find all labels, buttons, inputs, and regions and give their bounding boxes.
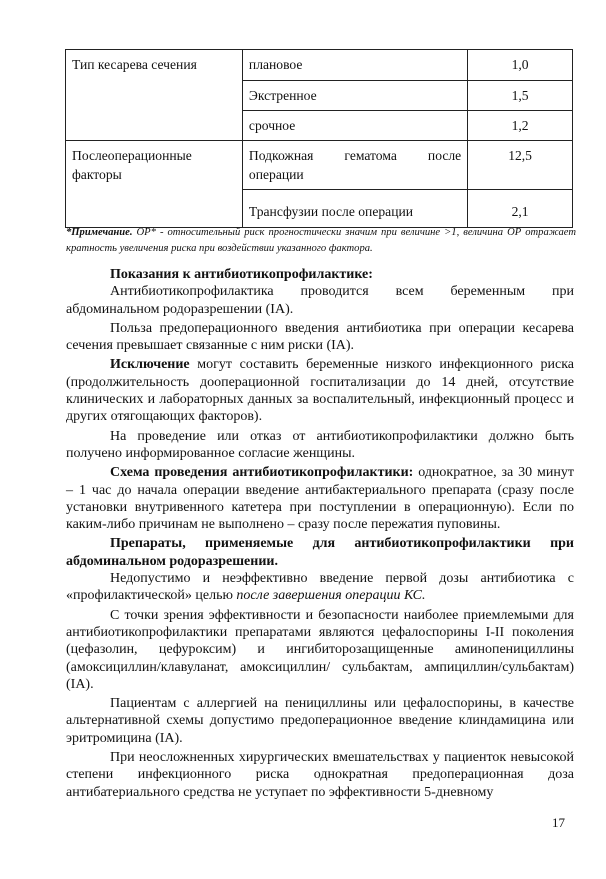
table-cell-item: плановое: [242, 50, 467, 81]
paragraph-bold-lead: Схема проведения антибиотикопрофилактики:: [110, 465, 414, 481]
table-cell-value: 12,5: [468, 141, 573, 190]
paragraph: Пациентам с аллергией на пенициллины или цефалоспорины, в качестве альтернативной схемы допустимо предоперационное введение клиндамицина или эритромицина (IA).: [66, 696, 574, 746]
paragraph-text: однократное, за 30 минут – 1 час до начала операции введение антибактериального препарата (сразу после установки внутривенного катетера при поступлении в операционную). Если по каким-либо причинам не выполнено – сразу после пережатия пуповины.: [66, 465, 574, 533]
risk-factor-table: [65, 49, 573, 228]
table-cell-item-text: Подкожная гематома после операции: [248, 148, 462, 182]
main-text: [66, 266, 574, 803]
paragraph: Антибиотикопрофилактика проводится всем беременным при абдоминальном родоразрешении (IA).: [66, 284, 574, 317]
table-cell-factor: Послеоперационные факторы: [66, 141, 243, 228]
paragraph: На проведение или отказ от антибиотикопрофилактики должно быть получено информированное согласие женщины.: [66, 428, 574, 461]
paragraph-italic: после завершения операции КС.: [236, 588, 426, 604]
section-heading: [66, 266, 574, 283]
table-cell-factor: Тип кесарева сечения: [66, 50, 243, 141]
page-number: 17: [552, 815, 565, 830]
paragraph: [66, 570, 574, 605]
table-cell-item: Экстренное: [242, 81, 467, 111]
table-cell-value: 2,1: [468, 190, 573, 228]
footnote-label: *Примечание.: [66, 227, 133, 238]
table-row: [66, 50, 573, 81]
table-cell-item: срочное: [242, 111, 467, 141]
table-cell-item: [242, 141, 467, 190]
paragraph: Польза предоперационного введения антибиотика при операции кесарева сечения превышает связанные с ним риски (IA).: [66, 320, 574, 354]
paragraph: При неосложненных хирургических вмешательствах у пациенток невысокой степени инфекционного риска однократная предоперационная доза антибатериального средства не уступает по эффективности 5-дневному: [66, 750, 574, 800]
paragraph: [66, 464, 574, 533]
paragraph-text: могут составить беременные низкого инфекционного риска (продолжительность дооперационной госпитализации до 14 дней, отсутствие клинических и лабораторных данных за воспалительный, инфекционный процесс и других отягощающих факторов).: [66, 357, 574, 425]
section-heading-text: Показания к антибиотикопрофилактике:: [110, 267, 373, 282]
table-footnote: [66, 225, 576, 257]
paragraph: [66, 356, 574, 425]
paragraph: С точки зрения эффективности и безопасности наиболее приемлемыми для антибиотикопрофилактики препаратами являются цефалоспорины I-II поколения (цефазолин, цефуроксим) и ингибиторозащищенные аминопенициллины (амоксициллин/клавуланат, амоксициллин/ сульбактам, ампициллин/сульбактам) (IA).: [66, 607, 574, 692]
section-heading: [66, 535, 574, 570]
table-cell-value: 1,2: [468, 111, 573, 141]
footnote-text: ОР* - относительный риск прогностически значим при величине >1, величина ОР отражает кратность увеличения риска при воздействии указанного фактора.: [66, 227, 576, 254]
table-cell-value: 1,5: [468, 81, 573, 111]
table-cell-item: Трансфузии после операции: [242, 190, 467, 228]
paragraph-text: Недопустимо и неэффективно введение первой дозы антибиотика с «профилактической» целью: [66, 571, 574, 604]
paragraph-bold-lead: Исключение: [110, 357, 190, 373]
table-row: [66, 141, 573, 190]
section-heading-text: Препараты, применяемые для антибиотикопрофилактики при абдоминальном родоразрешении.: [66, 536, 574, 569]
table-cell-value: 1,0: [468, 50, 573, 81]
